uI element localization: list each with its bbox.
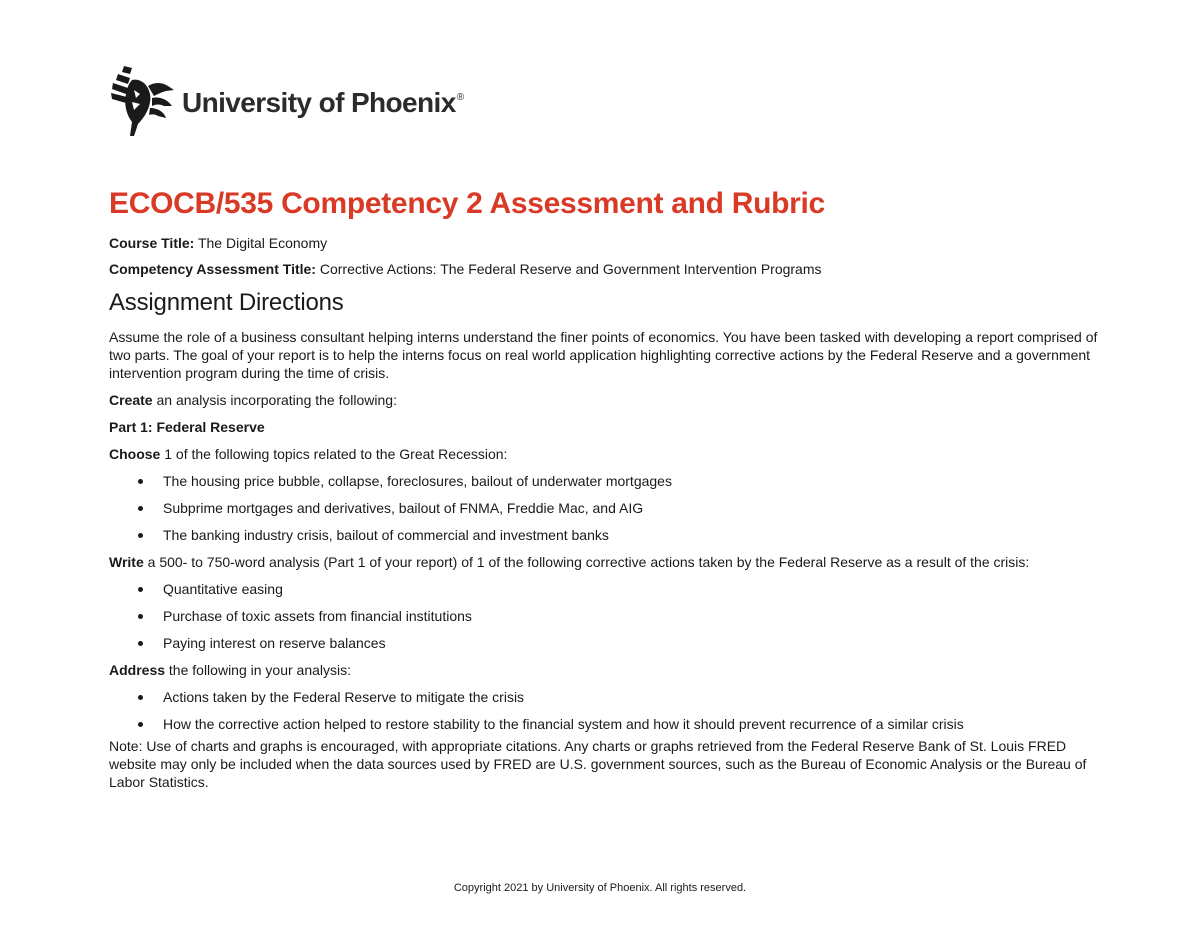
section-heading: Assignment Directions	[109, 289, 344, 316]
choose-text: 1 of the following topics related to the Great Recession:	[160, 446, 508, 462]
assessment-title-value: Corrective Actions: The Federal Reserve and Government Intervention Programs	[319, 261, 822, 277]
part1-heading: Part 1: Federal Reserve	[109, 419, 265, 435]
list-item: The housing price bubble, collapse, foreclosures, bailout of underwater mortgages	[109, 472, 1099, 490]
address-text: the following in your analysis:	[165, 662, 352, 678]
write-text: a 500- to 750-word analysis (Part 1 of your report) of 1 of the following corrective actions taken by the Federal Reserve as a result of the crisis:	[143, 554, 1030, 570]
bullet-icon	[138, 695, 143, 700]
list-item: Subprime mortgages and derivatives, bailout of FNMA, Freddie Mac, and AIG	[109, 499, 1099, 517]
registered-mark: ®	[456, 92, 464, 103]
course-title-line	[109, 234, 1099, 252]
create-instruction	[109, 391, 1099, 409]
bullet-icon	[138, 479, 143, 484]
write-instruction	[109, 553, 1099, 571]
list-item: Paying interest on reserve balances	[109, 634, 1099, 652]
bullet-icon	[138, 506, 143, 511]
choose-instruction	[109, 445, 1099, 463]
university-name: University of Phoenix®	[182, 87, 464, 118]
bullet-icon	[138, 641, 143, 646]
university-logo	[110, 64, 463, 138]
list-item: Purchase of toxic assets from financial institutions	[109, 607, 1099, 625]
bullet-icon	[138, 533, 143, 538]
intro-paragraph: Assume the role of a business consultant helping interns understand the finer points of economics. You have been tasked with developing a report comprised of two parts. The goal of your report is to help the interns focus on real world application highlighting corrective actions by the Federal Reserve and a government intervention program during the time of crisis.	[109, 329, 1098, 381]
list-item: How the corrective action helped to restore stability to the financial system and how it should prevent recurrence of a similar crisis	[109, 715, 1099, 733]
bullet-icon	[138, 587, 143, 592]
list-item: The banking industry crisis, bailout of commercial and investment banks	[109, 526, 1099, 544]
topics-list	[109, 472, 1099, 544]
document-title: ECOCB/535 Competency 2 Assessment and Rubric	[109, 187, 825, 220]
assessment-title-line	[109, 260, 1099, 278]
bullet-icon	[138, 722, 143, 727]
bullet-icon	[138, 614, 143, 619]
address-list	[109, 688, 1099, 733]
address-keyword: Address	[109, 662, 166, 678]
actions-list	[109, 580, 1099, 652]
address-instruction	[109, 661, 1099, 679]
create-text: an analysis incorporating the following:	[152, 392, 397, 408]
assessment-title-label: Competency Assessment Title:	[109, 261, 316, 277]
course-title-value: The Digital Economy	[197, 235, 328, 251]
phoenix-bird-icon	[110, 64, 176, 138]
document-content	[109, 184, 1099, 791]
write-keyword: Write	[109, 554, 144, 570]
note-paragraph: Note: Use of charts and graphs is encouraged, with appropriate citations. Any charts or graphs retrieved from the Federal Reserve Bank of St. Louis FRED website may only be included when the data sources used by FRED are U.S. government sources, such as the Bureau of Economic Analysis or the Bureau of Labor Statistics.	[109, 738, 1087, 790]
list-item: Actions taken by the Federal Reserve to mitigate the crisis	[109, 688, 1099, 706]
list-item: Quantitative easing	[109, 580, 1099, 598]
choose-keyword: Choose	[109, 446, 161, 462]
course-title-label: Course Title:	[109, 235, 195, 251]
copyright-footer: Copyright 2021 by University of Phoenix. All rights reserved.	[453, 882, 747, 894]
create-keyword: Create	[109, 392, 153, 408]
